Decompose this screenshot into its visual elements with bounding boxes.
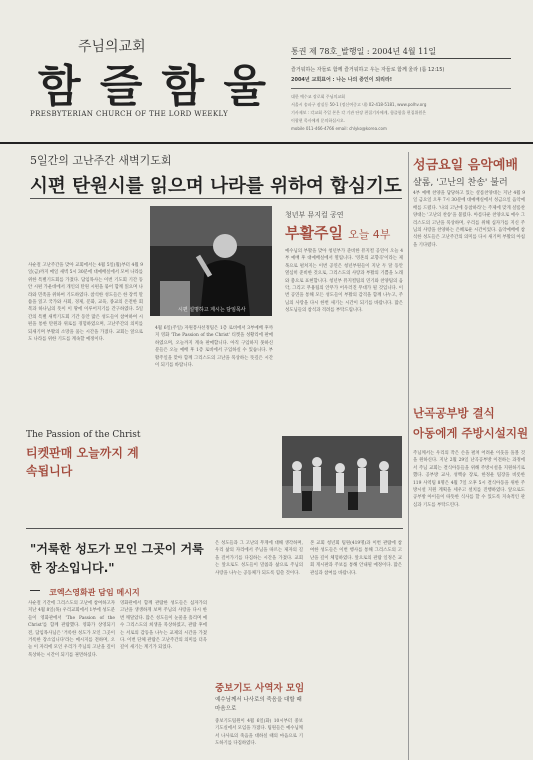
lead-headline: 시편 탄원시를 읽으며 나라를 위하여 합심기도	[30, 176, 402, 197]
publisher-note-2: 이광현 목사에게 문의하십시오.	[291, 118, 346, 123]
sermon-source	[30, 580, 140, 599]
issue-info: 통권 제 78호_발행일 : 2004년 4월 11일	[291, 47, 437, 56]
youth-headline: 부활주일	[285, 224, 343, 242]
motto-verse: 즐거워하는 자들로 함께 즐거워하고 우는 자들로 함께 울라 (롬 12:15)	[291, 67, 445, 73]
publisher-address: 서울시 송파구 잠실동 50-1 (정신여중고 내) 02-418-5181, www.polhv.org	[291, 102, 427, 107]
concert-headline: 성금요일 음악예배	[413, 158, 518, 173]
lead-body-right: 4월 6일(주일) 자원봉사선정팀은 1층 로비에서 3부예배 후까지 영화 'The Passion of the Christ' 티켓을 성황리에 판매하였으며, 오늘까지 계속 판매합니다. 아직 구입하지 못하신 분들은 오늘 예배 후 1층 로비에서 구입하실 수 있습니다. 부활주일을 맞아 함께 그리스도의 고난을 묵상하는 뜻깊은 시간이 되기를 바랍니다.	[155, 326, 273, 369]
photo-caption: 시편 설명하고 계시는 담임목사	[178, 307, 246, 313]
youth-kicker: 청년부 뮤지컬 공연	[285, 211, 344, 219]
youth-body: 예수님의 부활을 맞아 청년부가 준비한 뮤지컬 공연이 오늘 4부 예배 후 대예배실에서 열립니다. '영혼의 교향곡'이라는 제목으로 펼쳐지는 이번 공연은 청년부원들이 지난 두 달 동안 열심히 준비한 것으로, 그리스도의 사랑과 부활의 기쁨을 노래와 춤으로 표현합니다. 청년부 뮤지컬팀의 연기와 찬양팀의 음악, 그리고 무용팀의 안무가 어우러진 무대가 될 것입니다. 이번 공연을 통해 모든 성도들이 부활의 감격을 함께 나누고, 주님의 사랑을 다시 한번 새기는 시간이 되기를 바랍니다. 많은 성도님들의 참석과 격려를 부탁드립니다.	[285, 249, 403, 314]
charity-headline	[413, 405, 528, 441]
sermon-body-3: 은 성도들과 그 고난의 무게에 대해 생각하며, 우리 삶의 자리에서 주님을 따르는 제자의 길을 걸어가기를 다짐하는 시간을 가졌다. 교회는 앞으로도 성도들이 말씀과 삶으로 주님의 사랑을 나누는 공동체가 되도록 힘쓸 것이다.	[215, 541, 303, 576]
church-name: 주님의교회	[78, 39, 146, 55]
lower-section-rule	[26, 528, 403, 529]
musical-photo	[282, 436, 402, 518]
masthead	[0, 0, 533, 142]
concert-subtitle: 샬롬, '고난의 찬송' 불러	[413, 178, 508, 188]
motto	[291, 65, 521, 85]
charity-headline-1: 난곡공부방 결식	[413, 406, 495, 420]
lead-body-left: 사순절 고난주간을 맞아 교회에서는 4월 5일(월)부터 4월 9일(금)까지 매일 새벽 5시 30분에 대예배실에서 모여 나라를 위한 특별기도회를 가졌다. 담임목사는 이번 기도회 기간 동안 시편 가운데에서 개인의 탄원 시편을 묶어 함께 읽으며 나라와 민족을 위하여 기도하였다. 참석한 성도들은 한 장씩 말씀을 읽고 국가와 사회, 경제, 문화, 교육, 종교의 온전한 회복과 하나님의 뜻이 이 땅에 이루어지기를 간구하였다. 5일간의 특별 새벽기도회 기간 동안 많은 성도들이 참여하여 시편을 통한 탄원과 위로를 경험하였으며, 고난주간의 의미를 되새기며 부활의 소망을 품는 시간을 가졌다. 교회는 앞으로도 나라를 위한 기도를 계속할 예정이다.	[28, 263, 143, 343]
youth-headline-wrap	[285, 222, 390, 243]
newspaper-title: 함 즐 함 울	[38, 61, 268, 112]
charity-headline-2: 아동에게 주방시설지원	[413, 426, 529, 440]
volunteer-headline: 중보기도 사역자 모임	[215, 683, 305, 694]
youth-headline-suffix: 오늘 4부	[348, 228, 391, 241]
pastor-figure	[150, 206, 272, 316]
passion-title: The Passion of the Christ	[26, 430, 141, 440]
sermon-body-4: 본 교회 청년회 팀원(419명)과 이번 관람에 참여한 성도들은 이번 행사를 통해 그리스도의 고난을 깊이 체험하였다. 앞으로의 관람 일정은 교회 게시판과 주보를 통해 안내될 예정이다. 많은 관심과 참여를 바랍니다.	[310, 541, 402, 576]
passion-sidebar	[26, 430, 141, 515]
concert-body: 4부 예배 찬양을 담당하고 있는 샬롬찬양대는 지난 4월 9일 금요일 오후 7시 30분에 대예배실에서 성금요일 음악예배를 드렸다. '나의 고난에 동참하라'는 주제에 맞게 샬롬찬양대는 '고난의 찬송'을 불렀다. 아름다운 찬양으로 예수 그리스도의 고난을 묵상하며, 우리를 위해 십자가를 지신 주님의 사랑을 찬양하는 은혜로운 시간이었다. 음악예배에 참석한 성도들은 고난주간의 의미를 다시 새기며 부활의 아침을 기다렸다.	[413, 191, 525, 248]
right-column-rule	[408, 152, 409, 760]
lead-kicker: 5일간의 고난주간 새벽기도회	[30, 154, 172, 167]
motto-slogan: 2004년 교회표어 : 나는 나의 증인이 되리라!	[291, 77, 393, 83]
sermon-body-2: 영화관에서 함께 관람한 성도들은 십자가의 고난을 생생하게 보며 주님의 사랑을 다시 한번 깨달았다. 많은 성도들이 눈물을 흘리며 예수 그리스도의 희생을 묵상하였고, 관람 후에는 서로의 감동을 나누는 교제의 시간을 가졌다. 이번 단체 관람은 고난주간의 의미를 더욱 깊이 새기는 계기가 되었다.	[120, 601, 207, 651]
sermon-body-1: 사순절 기간에 그리스도의 고난에 참여하고자 지난 4월 8일(목) 우리교회에서 1부에 성도분들이 영화관에서 'The Passion of the Christ'를 함께 관람했다. 영화가 상영되기 전, 담임목사님은 '거룩한 성도가 모인 그곳이 거룩한 장소입니다'라는 메시지를 전하며, 오늘 이 자리에 모인 우리가 주님의 고난을 깊이 묵상하는 시간이 되기를 권면하셨다.	[28, 601, 115, 658]
english-name: PRESBYTERIAN CHURCH OF THE LORD WEEKLY	[30, 110, 229, 118]
publisher-name: 대한 예수교 장로회 주님의교회	[291, 94, 346, 99]
charity-body: 주님께서는 우리의 작은 손을 펼쳐 어려운 이웃을 돌볼 것을 원하신다. 지난 2월 29일 난곡공부방 이전하는 과정에서 주님 교회는 결식아동들을 위해 주방시설을 지원하기로 했다. 공부방 교사, 성백숭 장로, 한정운 팀장을 비롯한 119 사역팀 8명은 4월 7일 오후 5시 결식아동을 위한 주방시설 지원 계획을 세우고 설치를 진행하였다. 앞으로도 공부방 아이들이 따뜻한 식사를 할 수 있도록 지속적인 관심과 기도를 부탁드린다.	[413, 451, 525, 508]
masthead-rule	[0, 142, 533, 144]
publisher-info	[291, 93, 521, 133]
volunteer-body: 중보기도팀원이 4월 6일(화) 10시부터 중보기도실에서 모임을 가졌다. 팀원들은 예수님께서 나사로의 죽음을 대하실 때의 마음으로 기도하기를 다짐하였다.	[215, 719, 303, 747]
publisher-contact: mobile 011-466-4766 email: chlyko@korea.com	[291, 126, 387, 131]
musical-performers	[282, 436, 402, 518]
sermon-quote: "거룩한 성도가 모인 그곳이 거룩한 장소입니다."	[30, 542, 204, 575]
lead-divider	[30, 198, 402, 199]
publisher-note: 기사제보 : 각교회 주일 본은 각 기관 단장 편집기자에게, 함즐함울 편집위원은	[291, 110, 427, 115]
pastor-photo	[150, 206, 272, 316]
volunteer-subtitle: 예수님께서 나사로의 죽음을 대할 때 마음으로	[215, 697, 302, 712]
sermon-source-label: 코엑스영화관 담임 메시지	[49, 588, 140, 597]
passion-headline: 티켓판매 오늘까지 계속됩니다	[26, 446, 139, 478]
